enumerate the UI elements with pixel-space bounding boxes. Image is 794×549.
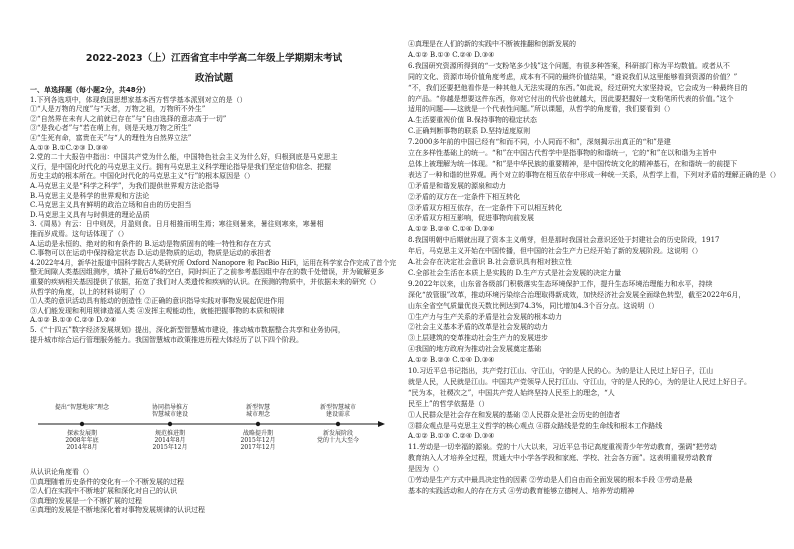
text-line: 义行，是中国化时代化的马克思主义行。拥有马克思主义科学理论指导是我们坚定信仰信念、把握 [30, 162, 331, 171]
timeline-stage-bottom: 规范推进期 2014年8月 2015年12月 [152, 430, 188, 451]
text-line: ①生产力与生产关系的矛盾是社会发展的根本动力 [408, 312, 562, 321]
text-line: ①人类的意识活动具有能动的创造性 ②正确的意识指导实践对事物发展起促进作用 [30, 297, 285, 306]
timeline-stage-bottom: 新发展阶段 党的十九大至今 [316, 430, 359, 444]
text-line: 11.劳动是一切幸福的源泉。党的十八大以来，习近平总书记高度重视青少年劳动教育，强调“把劳动 [408, 443, 717, 452]
text-line: ①人民群众是社会存在和发展的基础 ②人民群众是社会历史的创造者 [408, 410, 621, 419]
text-line: 适用的问题——这就是一个代表性问题。”所以课题，从哲学的角度看，我们要看到（） [408, 105, 675, 114]
text-line: C.马克思主义具有鲜明的政治立场和自由的历史担当 [30, 201, 192, 210]
text-line: ②矛盾的双方在一定条件下相互转化 [408, 192, 520, 201]
text-line: A.运动是永恒的、绝对的和有条件的 B.运动是物质固有的唯一特性和存在方式 [30, 239, 271, 248]
text-line: ④我国的地方政府为推动社会发展奠定基础 [408, 345, 541, 354]
text-line: ④真理是在人们的新的实践中不断被推翻和创新发展的 [408, 40, 576, 48]
timeline-stage-bottom: 探索发展期 2008年年底 2014年8月 [65, 430, 99, 451]
text-line: ④真理的发展是不断地深化着对事物发展规律的认识过程 [30, 506, 205, 515]
text-line: 4.2022年4月，新华社报道中国科学院古人类研究所 Oxford Nanopore 和 PacBio HiFi，运用在科学家合作完成了首个完 [30, 258, 397, 267]
text-line: B.马克思主义是科学的世界观和方法论 [30, 191, 150, 200]
text-line: 9.2022年以来，山东省各级部门积极落实生态环境保护工作，提升生态环境治理能力和水平，持续 [408, 279, 713, 288]
text-line: 10.习近平总书记指出，共产党打江山、守江山，守的是人民的心。为的是让人民过上好日子，江山 [408, 367, 714, 375]
text-line: 的产品。“你越是想要这件东西，你对它付出的代价也就越大，因此要把握好一支粉笔所代表的价值。”这个 [408, 94, 734, 103]
text-line: 历史主动的根本所在。中国化时代化的马克思主义“行”的根本原因是（） [30, 172, 255, 181]
text-line: 6.我国研究资源所得到的“一支粉笔多少钱”这个问题，有很多种答案，科研部门称为平均数值。或者从不 [408, 61, 730, 70]
text-line: A.①② B.②③ C.①④ D.③④ [408, 356, 495, 365]
text-line: A.①② B.①③ C.②④ D.③④ [408, 432, 495, 441]
text-line: ③人们能发现和利用规律造福人类 ④发挥主观能动性，就能把握事物的本质和规律 [30, 306, 285, 315]
text-line: 1.下列各选项中，体现我国思想家基本西方哲学基本派别对立的是（） [30, 95, 247, 104]
exam-title: 2022-2023（上）江西省宜丰中学高二年级上学期期末考试 [85, 53, 343, 64]
text-line: “民为本，社稷次之”，中国共产党人始终坚持人民至上的理念，“人 [408, 388, 615, 397]
text-line: ②人们在实践中不断地扩展和深化对自己的认识 [30, 487, 177, 496]
text-line: ④矛盾双方相互影响，促进事物向前发展 [408, 214, 534, 223]
text-line: D.马克思主义具有与时俱进的理论品质 [30, 210, 150, 219]
text-line: 整无间隙人类基因组测序，填补了最后8%的空白，同时纠正了之前参考基因组中存在的数千处错误，并为破解更多 [30, 268, 385, 277]
text-line: 2.党的二十大报告中指出：中国共产党为什么能，中国特色社会主义为什么好，归根到底是马克思主 [30, 153, 338, 162]
text-line: A.马克思主义是“科学之科学”，为我们提供世界观方法论指导 [30, 182, 220, 190]
text-line: 同的文化、资源市场价值角度考虑，成本有不同的最终价值结果，“谁说我们从这里能够看到资源的价值？” [408, 72, 738, 81]
timeline-stage-top: 新型智慧城市 建设需求 [319, 404, 356, 418]
text-line: 一、单选择题（每小题2分，共48分） [30, 86, 150, 94]
text-line: C.全部社会生活在本质上是实践的 D.生产方式是社会发展的决定力量 [408, 268, 622, 277]
text-line: 5.《“十四五”数字经济发展规划》提出，深化新型智慧城市建设，推动城市数据整合共享和业务协同， [30, 326, 345, 334]
text-line: ②“自然界在未有人之前就已存在”与“自由选择的意志高于一切” [30, 114, 227, 123]
text-line: ②社会主义基本矛盾的改革是社会发展的动力 [408, 323, 548, 332]
text-line: 民至上”的哲学依据是（） [408, 399, 489, 408]
text-line: 深化“放管服”改革，推动环境污染综合治理取得新成效，加快经济社会发展全面绿色转型，截至2022年6月， [408, 290, 746, 299]
text-line: 教育纳入人才培养全过程，贯通大中小学各学段和家庭、学校、社会各方面”。这表明重视劳动教育 [408, 454, 713, 463]
text-line: 是因为（） [408, 465, 443, 474]
text-line: 从认识论角度看（） [30, 468, 93, 476]
text-line: 重要的疾病相关基因提供了依据，拓宽了我们对人类遗传和疾病的认识。在预测的物质中，并依据未来的研究（） [30, 278, 380, 286]
text-line: ①矛盾是和谐发展的源泉和动力 [408, 181, 506, 190]
text-line: ④“生死有命，富贵在天”与“人的理性为自然界立法” [30, 134, 192, 142]
text-line: ③上层建筑的变革推动社会生产力的发展进步 [408, 334, 548, 343]
text-line: 总体上被理解为统一体现。“和”是中华民族的重要精神，是中国传统文化的精神基石，在和谐统一的前提下 [408, 159, 738, 168]
text-line: ③矛盾双方相互依存，在一定条件下可以相互转化 [408, 203, 562, 212]
exam-subtitle: 政治试题 [194, 73, 233, 84]
text-line: A.①② B.①③ C.②③ D.②④ [30, 316, 117, 325]
text-line: A.①② B.②④ C.①④ D.③④ [408, 225, 495, 234]
timeline-stage-top: 新型智慧 城市理念 [245, 404, 270, 418]
text-line: 基本的实践活动和人的存在方式 ④劳动教育能够立德树人、培养劳动精神 [408, 486, 635, 495]
text-line: C.正确判断事物的联系 D.坚持适度原则 [408, 127, 531, 136]
text-line: 立在多样性基础上的统一。“和”在中国古代哲学中是指事物的和谐统一，它的“和”在以和谐为主旨中 [408, 149, 717, 157]
text-line: 推而岁成焉。这句话体现了（） [30, 230, 128, 238]
text-line: 年后，马克思主义开始在中国传播，但中国的社会生产力已经开始了新的发展阶段。这说明（） [408, 247, 702, 256]
timeline-stage-bottom: 战略提升期 2015年12月 2017年12月 [240, 430, 276, 451]
text-line: 就是人民，人民就是江山。中国共产党领导人民打江山、守江山，守的是人民的心，为的是让人民过上好日子。 [408, 377, 751, 386]
text-line: ③群众观点是马克思主义哲学的核心观点 ④群众路线是党的生命线和根本工作路线 [408, 421, 663, 430]
text-line: ③“是我心者”与“若在萌上有，则是天地万物之所生” [30, 124, 192, 133]
text-line: A.生活要重视价值 B.保持事物的稳定状态 [408, 116, 537, 125]
policy-timeline-diagram [38, 398, 388, 460]
text-line: ③真理的发展是一个不断扩展的过程 [30, 496, 142, 505]
timeline-stage-top: 提出“智慧地球”理念 [54, 404, 110, 411]
text-line: ①“人是万物的尺度”与“天者，万物之祖，万物所不外生” [30, 105, 206, 114]
text-line: C.事物可以在运动中保持稳定状态 D.运动是物质的运动，物质是运动的承担者 [30, 249, 272, 258]
text-line: ①真理随着历史条件的变化有一个不断发展的过程 [30, 477, 184, 486]
text-line: ①劳动是生产方式中最具决定性的因素 ②劳动是人们自由而全面发展的根本手段 ③劳动是最 [408, 476, 693, 484]
text-line: 3.《周易》有云：日中则昃，月盈则食。日月相推而明生焉；寒往则暑来，暑往则寒来，寒暑相 [30, 220, 324, 229]
text-line: 提升城市综合运行管理服务能力。我国智慧城市政策推进历程大体经历了以下四个阶段。 [30, 335, 303, 344]
text-line: 从哲学的角度，以上的材料说明了（） [30, 287, 149, 296]
text-line: A.①② B.①③ C.②④ D.③④ [408, 50, 495, 59]
timeline-stage-top: 协同指导推方 智慧城市建设 [151, 404, 188, 418]
text-line: 8.我国明朝中后期就出现了资本主义萌芽，但是那时我国社会意识还处于封建社会的历史阶段，1917 [408, 236, 720, 245]
text-line: 7.2000多年前的中国已经有“和而不同，小人同而不和”，深刻揭示出真正的“和”是建 [408, 138, 671, 147]
text-line: A.社会存在决定社会意识 B.社会意识具有相对独立性 [408, 258, 572, 266]
text-line: 山东全省空气质量优良天数比例达到74.3%，同比增加4.3个百分点。这说明（） [408, 301, 659, 310]
text-line: A.①③ B.①C.②③ D.③④ [30, 143, 108, 152]
text-line: 表达了一种和谐的世界观。两个对立的事物在相互依存中形成一种统一关系，从哲学上看，下列对矛盾的理解正确的是（） [408, 170, 780, 179]
text-line: “不，我们还要把他看作是一种其他人无法实现的东西。”如此说，经过研究大家坚持说，它会成为一种最终目的 [408, 83, 748, 92]
